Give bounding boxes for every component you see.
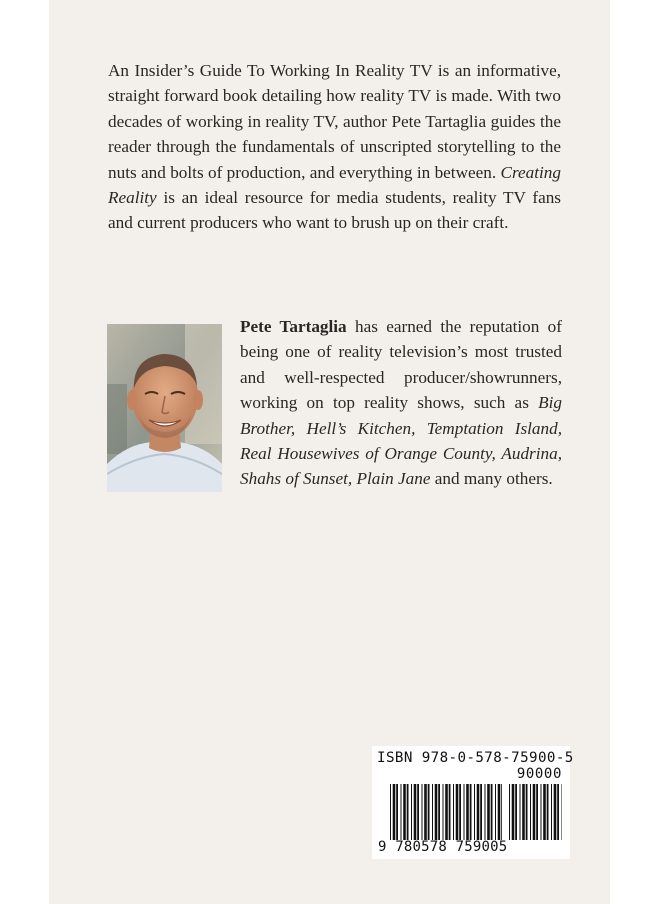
barcode-bar [522, 784, 525, 840]
barcode-bar [530, 784, 531, 840]
barcode-bar [443, 784, 444, 840]
barcode-bar [449, 784, 451, 840]
description-text: An Insider’s Guide To Working In Reality TV is an informative, straight forward book detailing how reality TV is made. With two decades of working in reality TV, author Pete Tartaglia guides the reader through the fundamentals of unscripted storytelling to the nuts and bolts of production, and everything in between. [108, 61, 561, 182]
barcode-bar [485, 784, 486, 840]
barcode-bar [424, 784, 427, 840]
barcode-bar [432, 784, 433, 840]
isbn-barcode [372, 746, 574, 859]
barcode-bar [422, 784, 423, 840]
barcode-bar [407, 784, 409, 840]
barcode-bar [438, 784, 440, 840]
addon-barcode-bars [509, 784, 562, 840]
author-portrait-image [107, 324, 222, 492]
bio-ending: and many others. [430, 469, 553, 489]
bio-text: has earned the reputation of being one of reality television’s most trusted and well-respected producer/showrunners, working on top reality shows, such as [240, 317, 562, 413]
barcode-bar [543, 784, 546, 840]
barcode-bar [551, 784, 552, 840]
barcode-bar [456, 784, 459, 840]
barcode-bar [515, 784, 517, 840]
ean-digits: 9 780578 759005 [378, 839, 508, 855]
barcode-bar [453, 784, 454, 840]
author-photo [107, 324, 222, 492]
ean-barcode-bars [390, 784, 502, 840]
barcode-bar [554, 784, 557, 840]
barcode-bar [512, 784, 515, 840]
barcode-bar [487, 784, 490, 840]
barcode-bar [495, 784, 496, 840]
author-name: Pete Tartaglia [240, 317, 347, 336]
barcode-bar [417, 784, 419, 840]
barcode-bar [428, 784, 430, 840]
price-code: 90000 [516, 766, 562, 782]
barcode-bar [466, 784, 469, 840]
barcode-bar [393, 784, 396, 840]
book-description [108, 58, 561, 236]
barcode-bar [477, 784, 480, 840]
barcode-bar [557, 784, 559, 840]
show-list: Big Brother, Hell’s Kitchen, Temptation Island, Real Housewives of Orange County, Audrina, Shahs of Sunset, Plain Jane [240, 393, 562, 489]
barcode-bar [547, 784, 549, 840]
barcode-bar [470, 784, 472, 840]
barcode-bar [414, 784, 417, 840]
barcode-bar [459, 784, 461, 840]
barcode-bar [411, 784, 412, 840]
barcode-bar [396, 784, 398, 840]
barcode-bar [491, 784, 493, 840]
barcode-bar [480, 784, 482, 840]
author-bio [240, 314, 562, 492]
barcode-bar [562, 784, 563, 840]
barcode-bar [533, 784, 536, 840]
isbn-label: ISBN 978-0-578-75900-5 [377, 750, 574, 766]
barcode-bar [401, 784, 402, 840]
book-title: Creating Reality [108, 162, 561, 208]
barcode-bar [390, 784, 391, 840]
description-text-end: is an ideal resource for media students, reality TV fans and current producers who want to brush up on their craft. [108, 188, 561, 233]
barcode-bar [541, 784, 542, 840]
barcode-bar [520, 784, 521, 840]
barcode-bar [509, 784, 510, 840]
barcode-bar [501, 784, 502, 840]
barcode-bar [536, 784, 538, 840]
barcode-bar [498, 784, 501, 840]
barcode-bar [464, 784, 465, 840]
barcode-bar [445, 784, 448, 840]
barcode-bar [526, 784, 528, 840]
barcode-bar [474, 784, 475, 840]
barcode-bar [403, 784, 406, 840]
barcode-bar [435, 784, 438, 840]
